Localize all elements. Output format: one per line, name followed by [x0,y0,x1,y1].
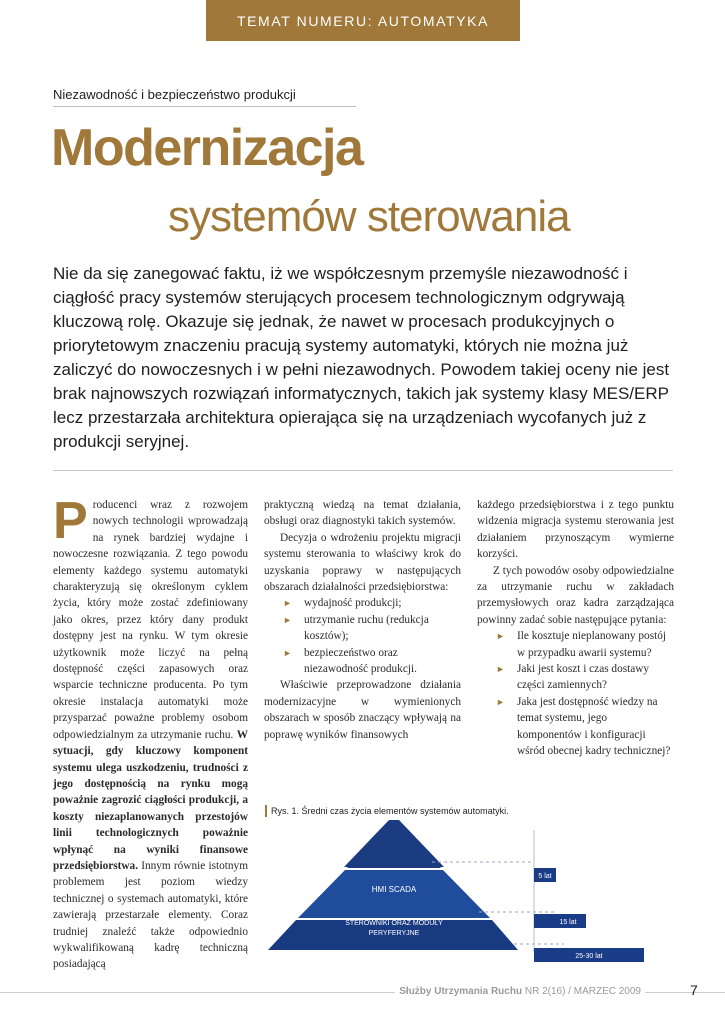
column1-text-start: roducenci wraz z rozwojem nowych technologii wprowadzają na rynek bardziej wydajne i nowoczesne rozwiązania. Z tego powodu elementy każdego systemu automatyki charakteryzują się określonym cyklem życia, który może zostać zdefiniowany jako okres, przez który dany produkt dostępny jest na rynku. W tym okresie użytkownik może liczyć na pełną dostępność części zapasowych oraz wsparcie techniczne producenta. Po tym okresie instalacja automatyki może przysparzać poważne problemy osobom odpowiedzialnym za utrzymanie ruchu. [53,499,248,741]
list-item [496,661,674,694]
layer-label-hmi: HMI SCADA [371,885,417,894]
bullet-arrow-icon: ► [496,696,505,707]
text-column-1 [53,492,248,973]
list-item [496,628,674,661]
column2-paragraph-3: Właściwie przeprowadzone działania modernizacyjne w wymienionych obszarach w sposób znaczący wpływają na poprawę wyników finansowych [264,679,461,741]
duration-label-5: 5 lat [538,873,552,880]
column1-text-end: Innym równie istotnym problemem jest poziom wiedzy technicznej o systemach automatyki, które zawierają przestarzałe elementy. Coraz trudniej znaleźć także odpowiednio wykwalifikowaną kadrę techniczną posiadającą [53,859,248,971]
question-list [477,628,674,759]
footer-issue: NR 2(16) / MARZEC 2009 [522,986,641,997]
layer-label-plc-line2: PERYFERYJNE [368,930,420,937]
section-banner: TEMAT NUMERU: AUTOMATYKA [206,0,520,41]
list-item-text: wydajność produkcji; [304,597,402,610]
list-item-text: utrzymanie ruchu (redukcja kosztów); [304,613,429,643]
benefit-list [264,595,461,677]
column1-paragraph [53,492,248,973]
column1-bold-text: W sytuacji, gdy kluczowy komponent systemu ulega uszkodzeniu, trudności z jego dostępnością na rynku mogą poważnie zagrozić ciągłości produkcji, a koszty niezaplanowanych przestojów linii technologicznych poważnie wpłynąć na wyniki finansowe przedsiębiorstwa. [53,728,248,872]
bullet-arrow-icon: ► [283,647,292,658]
list-item-text: Jaka jest dostępność wiedzy na temat systemu, jego komponentów i konfiguracji wśród obecnej kadry technicznej? [517,695,671,758]
list-item-text: Jaki jest koszt i czas dostawy części zamiennych? [517,663,650,692]
list-item [283,612,461,645]
footer-brand: Służby Utrzymania Ruchu [399,986,523,997]
bullet-arrow-icon: ► [496,664,505,675]
list-item [283,595,461,611]
figure-caption: Rys. 1. Średni czas życia elementów systemów automatyki. [265,805,509,817]
bullet-arrow-icon: ► [496,631,505,642]
article-title-line2: systemów sterowania [168,192,570,241]
list-item [496,694,674,760]
text-column-2 [264,497,461,743]
duration-label-25-30: 25-30 lat [575,953,603,960]
page-number: 7 [690,982,698,998]
layer-label-plc-line1: STEROWNIKI ORAZ MODUŁY [345,920,443,927]
duration-label-15: 15 lat [559,919,577,926]
bullet-arrow-icon: ► [283,614,292,625]
article-kicker: Niezawodność i bezpieczeństwo produkcji [53,87,356,107]
lifecycle-pyramid-diagram [264,820,674,970]
column2-paragraph-2: Decyzja o wdrożeniu projektu migracji systemu sterowania to właściwy krok do uzyskania poprawy w następujących obszarach działalności przedsiębiorstwa: [264,531,461,594]
list-item-text: Ile kosztuje nieplanowany postój w przypadku awarii systemu? [517,630,667,659]
text-column-3 [477,497,674,760]
list-item-text: bezpieczeństwo oraz niezawodność produkcji. [304,646,417,676]
list-item [283,645,461,678]
bullet-arrow-icon: ► [283,598,292,609]
column2-paragraph-1: praktyczną wiedzą na temat działania, obsługi oraz diagnostyki takich systemów. [264,499,461,528]
lead-divider [53,470,673,471]
article-lead: Nie da się zanegować faktu, iż we współczesnym przemyśle niezawodność i ciągłość pracy systemów sterujących procesem technologicznym odgrywają kluczową rolę. Okazuje się jednak, że nawet w procesach produkcyjnych o priorytetowym znaczeniu pracują systemy automatyki, których nie można już zaliczyć do nowoczesnych i w pełni niezawodnych. Powodem takiej oceny nie jest brak najnowszych rozwiązań informatycznych, takich jak systemy klasy MES/ERP lecz przestarzała architektura opierająca się na urządzeniach wycofanych już z produkcji seryjnej. [53,264,670,451]
article-title-line1: Modernizacja [51,119,363,177]
pyramid-middle-layer [298,870,490,918]
footer-publication [395,986,645,997]
column3-paragraph-2: Z tych powodów osoby odpowiedzialne za utrzymanie ruchu w zakładach przemysłowych oraz kadra zarządzająca powinny zadać sobie następujące pytania: [477,564,674,626]
layer-label-cabling: OKABLOWANIE [368,954,420,961]
pyramid-top-layer-full [347,820,441,868]
drop-cap: P [53,492,88,550]
column3-paragraph-1: każdego przedsiębiorstwa i z tego punktu widzenia migracja systemu sterowania jest działaniem przynoszącym wymierne korzyści. [477,499,674,561]
